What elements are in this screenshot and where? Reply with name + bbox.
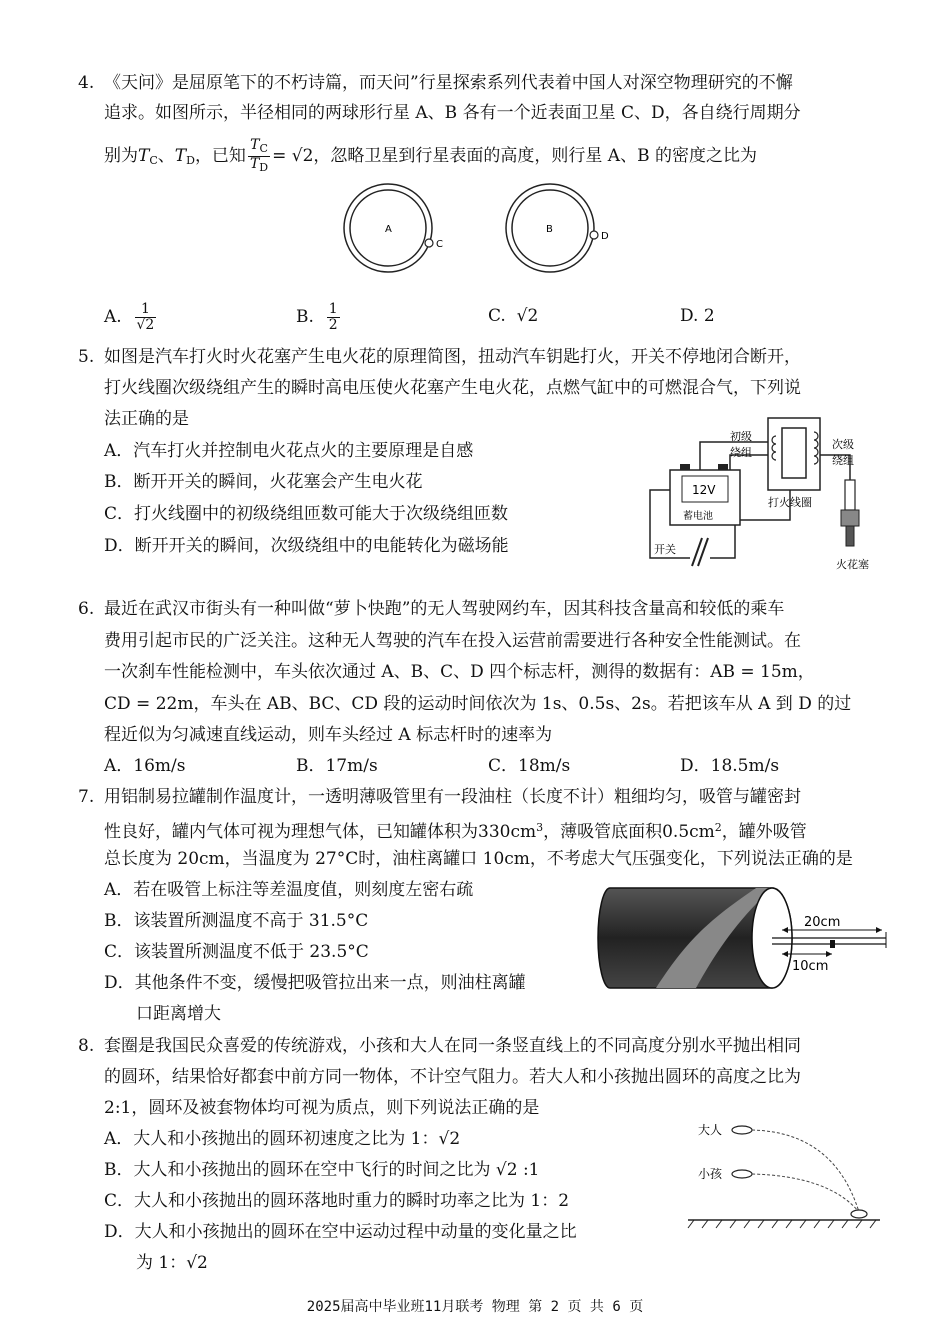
q4-number: 4. — [78, 73, 95, 93]
target-object — [851, 1210, 867, 1218]
q7-line1: 用铝制易拉罐制作温度计，一透明薄吸管里有一段油柱（长度不计）粗细均匀，吸管与罐密封 — [104, 787, 801, 807]
q5-option-a: A．汽车打火并控制电火花点火的主要原理是自感 — [104, 441, 474, 461]
q6-option-d: D．18.5m/s — [680, 756, 780, 776]
q4-ratio-fraction: $\frac{T_C}{T_D}$ — [249, 137, 269, 174]
satellite-d-label: D — [601, 231, 609, 242]
q6-number: 6. — [78, 599, 95, 619]
adult-label: 大人 — [698, 1123, 723, 1137]
straw-length-label: 20cm — [804, 915, 841, 930]
q7-option-d-line1: D．其他条件不变，缓慢把吸管拉出来一点，则油柱离罐 — [104, 973, 526, 993]
child-trajectory — [752, 1174, 859, 1212]
q8-option-c: C．大人和小孩抛出的圆环落地时重力的瞬时功率之比为 1：2 — [104, 1191, 570, 1211]
q8-line3: 2:1，圆环及被套物体均可视为质点，则下列说法正确的是 — [104, 1098, 540, 1118]
q8-line2: 的圆环，结果恰好都套中前方同一物体，不计空气阻力。若大人和小孩抛出圆环的高度之比为 — [104, 1067, 801, 1087]
q4-option-b: B. $\frac{1}{2}$ — [296, 301, 338, 333]
q7-option-a: A．若在吸管上标注等差温度值，则刻度左密右疏 — [104, 880, 474, 900]
satellite-d — [590, 231, 598, 239]
spark-plug — [845, 480, 855, 510]
q4-line2: 追求。如图所示，半径相同的两球形行星 A、B 各有一个近表面卫星 C、D，各自绕行周期分 — [104, 103, 801, 123]
battery-label: 蓄电池 — [683, 511, 713, 522]
q7-option-c: C．该装置所测温度不低于 23.5°C — [104, 942, 369, 962]
q7-figure-can — [596, 882, 896, 994]
q5-line3: 法正确的是 — [104, 409, 189, 429]
q8-figure-ring-toss — [684, 1114, 884, 1234]
q6-line1: 最近在武汉市街头有一种叫做“萝卜快跑”的无人驾驶网约车，因其科技含量高和较低的乘车 — [104, 599, 785, 619]
q5-line2: 打火线圈次级绕组产生的瞬时高电压使火花塞产生电火花，点燃气缸中的可燃混合气，下列说 — [104, 378, 801, 398]
q5-option-c: C．打火线圈中的初级绕组匝数可能大于次级绕组匝数 — [104, 504, 509, 524]
q4-option-a: A. $\frac{1}{√2}$ — [104, 301, 155, 333]
page-footer: 2025届高中毕业班11月联考 物理 第 2 页 共 6 页 — [306, 1299, 644, 1315]
secondary-label: 次级 — [832, 438, 854, 451]
q7-number: 7. — [78, 787, 95, 807]
q8-line1: 套圈是我国民众喜爱的传统游戏，小孩和大人在同一条竖直线上的不同高度分别水平抛出相同 — [104, 1036, 801, 1056]
child-label: 小孩 — [698, 1167, 723, 1181]
q6-option-c: C．18m/s — [488, 756, 571, 776]
q6-line4: CD = 22m，车头在 AB、BC、CD 段的运动时间依次为 1s、0.5s、2s。若把该车从 A 到 D 的过 — [104, 694, 852, 714]
satellite-c-label: C — [436, 239, 443, 250]
q8-option-a: A．大人和小孩抛出的圆环初速度之比为 1：√2 — [104, 1129, 461, 1149]
q6-option-a: A．16m/s — [104, 756, 186, 776]
switch-label: 开关 — [654, 543, 676, 556]
primary-label: 初级 — [730, 430, 752, 443]
planet-a-label: A — [385, 224, 392, 235]
primary-winding-label: 绕组 — [730, 446, 752, 459]
q4-figure-planets — [330, 180, 630, 280]
q7-option-d-line2: 口距离增大 — [136, 1004, 221, 1024]
q6-line5: 程近似为匀减速直线运动，则车头经过 A 标志杆时的速率为 — [104, 725, 553, 745]
q5-figure-ignition — [640, 410, 890, 580]
ignition-coil — [768, 418, 820, 490]
q5-option-b: B．断开开关的瞬间，火花塞会产生电火花 — [104, 472, 423, 492]
q6-line2: 费用引起市民的广泛关注。这种无人驾驶的汽车在投入运营前需要进行各种安全性能测试。在 — [104, 631, 801, 651]
q7-line3: 总长度为 20cm，当温度为 27°C时，油柱离罐口 10cm，不考虑大气压强变化，下列说法正确的是 — [104, 849, 853, 869]
q5-line1: 如图是汽车打火时火花塞产生电火花的原理简图，扭动汽车钥匙打火，开关不停地闭合断开， — [104, 347, 801, 367]
satellite-c — [425, 239, 433, 247]
oil-column — [830, 940, 835, 948]
coil-label: 打火线圈 — [768, 496, 812, 509]
oil-distance-label: 10cm — [792, 959, 829, 974]
q8-option-d-line1: D．大人和小孩抛出的圆环在空中运动过程中动量的变化量之比 — [104, 1222, 577, 1242]
adult-trajectory — [752, 1130, 859, 1212]
q5-option-d: D．断开开关的瞬间，次级绕组中的电能转化为磁场能 — [104, 536, 509, 556]
child-ring — [732, 1170, 752, 1178]
spark-plug-label: 火花塞 — [836, 558, 869, 571]
q8-option-b: B．大人和小孩抛出的圆环在空中飞行的时间之比为 √2 :1 — [104, 1160, 540, 1180]
q4-line3: 别为$T_C$、$T_D$，已知 $\frac{T_C}{T_D}$ = √2，忽略卫星到行星表面的高度，则行星 A、B 的密度之比为 — [104, 137, 757, 174]
q8-option-d-line2: 为 1：√2 — [136, 1253, 208, 1273]
planet-b-label: B — [546, 224, 553, 235]
battery-voltage: 12V — [692, 483, 716, 497]
q6-option-b: B．17m/s — [296, 756, 378, 776]
q4-line1: 《天问》是屈原笔下的不朽诗篇，而天问”行星探索系列代表着中国人对深空物理研究的不懈 — [104, 73, 793, 93]
q4-option-c: C. √2 — [488, 306, 539, 326]
q6-line3: 一次刹车性能检测中，车头依次通过 A、B、C、D 四个标志杆，测得的数据有：AB = 15m， — [104, 662, 815, 682]
q4-option-d: D. 2 — [680, 306, 715, 326]
q5-number: 5. — [78, 347, 95, 367]
secondary-winding-label: 绕组 — [832, 454, 854, 467]
adult-ring — [732, 1126, 752, 1134]
q7-line2: 性良好，罐内气体可视为理想气体，已知罐体积为$330cm^3$，薄吸管底面积$0.5cm^2$，罐外吸管 — [104, 821, 807, 842]
q8-number: 8. — [78, 1036, 95, 1056]
q7-option-b: B．该装置所测温度不高于 31.5°C — [104, 911, 369, 931]
